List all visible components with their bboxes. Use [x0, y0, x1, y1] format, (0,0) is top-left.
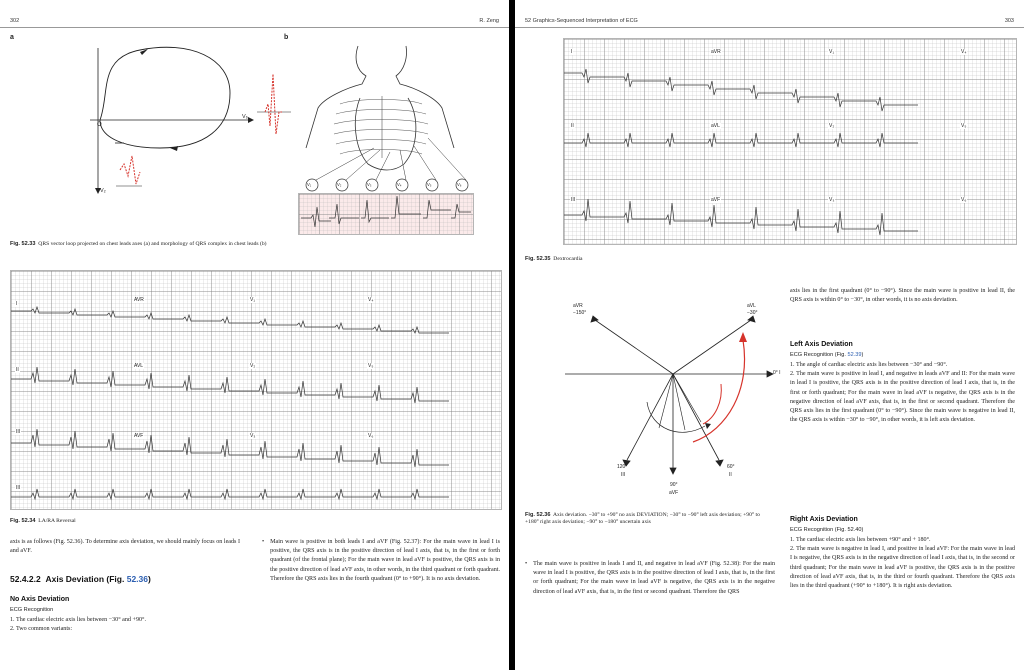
bullet-icon: • — [262, 539, 265, 545]
lead-avf-label: AVF — [134, 433, 144, 439]
lad-recognition-text: ECG Recognition (Fig. — [790, 352, 848, 358]
chest-lead-v2: V₂ — [337, 182, 342, 187]
lad-fig-link[interactable]: 52.39 — [847, 352, 862, 358]
lead-avl-label: aVL — [711, 123, 720, 129]
fig-52-36-label: Fig. 52.36 — [525, 512, 551, 518]
section-heading — [10, 574, 240, 584]
lead-avf-label: aVF — [711, 197, 721, 203]
ecg-la-ra-reversal — [10, 270, 502, 510]
list-item: 2. Two common variants: — [10, 626, 73, 633]
chest-lead-v3: V₃ — [367, 182, 372, 187]
lead-III-rhythm-label: III — [16, 485, 21, 491]
section-title-close: ) — [148, 574, 151, 584]
header-rule — [0, 27, 509, 28]
bullet-paragraph — [262, 538, 500, 584]
deg-60-label: 60° — [727, 464, 735, 470]
ecg-dextrocardia — [563, 38, 1017, 245]
running-head: R. Zeng — [479, 18, 499, 24]
list-item: 2. The main wave is positive in lead I, and negative in leads aVF and II: For the main wave in lead I is positive, the QRS axis is in the positive direction of lead I axis, that is, in the first or forth quadrant; For the main wave in lead aVF is negative, the QRS axis is in the negative direction of lead aVF axis, that is, in the first or second quadrant. Therefore the QRS axis lies in the first quadrant (0° to −90°). Since the main wave is negative in lead II, the QRS axis is within −30° to −90°, in other words, it is left axis deviation. — [790, 371, 1015, 424]
lead-II-label: II — [571, 123, 574, 129]
v6-axis-label: V₆ — [242, 114, 248, 120]
avr-degree: −150° — [573, 310, 587, 316]
vector-loop-diagram — [80, 38, 270, 228]
rad-ecg-recognition: ECG Recognition (Fig. 52.40) — [790, 527, 864, 533]
lead-v4-label: V₄ — [961, 49, 967, 55]
left-page — [0, 0, 509, 670]
lead-v6-label: V₆ — [368, 433, 374, 439]
panel-b-label: b — [284, 34, 289, 41]
lead-v4-label: V₄ — [368, 297, 374, 303]
avf-axis-label: aVF — [669, 490, 679, 496]
fig-52-34-caption — [10, 518, 500, 524]
lead-v3-label: V₃ — [250, 433, 256, 439]
ecg-traces — [11, 271, 501, 509]
section-title: Axis Deviation (Fig. — [45, 574, 127, 584]
lead-ii-axis-label: II — [729, 472, 732, 478]
header-rule — [515, 27, 1024, 28]
continued-paragraph: axis lies in the first quadrant (0° to −90°). Since the main wave is positive in lead II, the QRS axis is within 0° to −30°, in other words, it is no axis deviation. — [790, 288, 1015, 304]
bullet-paragraph — [525, 560, 775, 597]
deg-90-label: 90° — [670, 482, 678, 488]
fig-52-36-caption — [525, 512, 775, 526]
lead-v3-label: V₃ — [829, 197, 835, 203]
ecg-recognition-label: ECG Recognition — [10, 607, 54, 613]
rad-list — [790, 536, 1015, 591]
ecg-traces — [564, 39, 1016, 244]
chest-lead-v6: V₆ — [457, 182, 462, 187]
lead-v2-label: V₂ — [829, 123, 835, 129]
fig-52-35-caption — [525, 256, 1015, 262]
no-axis-deviation-heading: No Axis Deviation — [10, 596, 70, 603]
bullet-text: The main wave is positive in leads I and II, and negative in lead aVF (Fig. 52.38): For the main wave in lead I is positive, the QRS axis is in the positive direction of lead I axis, that is, in the first or forth quadrant; For the main wave in lead aVF is negative, the QRS axis is in the negative direction of lead aVF axis, that is, in the first or second quadrant. Therefore the QRS — [533, 561, 775, 595]
intro-paragraph: axis is as follows (Fig. 52.36). To determine axis deviation, we should mainly focus on leads I and aVF. — [10, 539, 240, 555]
lead-I-label: I — [571, 49, 573, 55]
lead-v6-label: V₆ — [961, 197, 967, 203]
section-fig-link[interactable]: 52.36 — [126, 574, 148, 584]
chest-lead-strips — [298, 193, 474, 235]
list-item: 2. The main wave is negative in lead I, and positive in lead aVF: For the main wave in lead I is negative, the QRS axis is in the negative direction of lead I axis, that is, in the second or third quadrant; For the main wave in lead aVF is positive, the QRS axis is in the positive direction of lead aVF axis, that is, in the third or fourth quadrant. Therefore the QRS axis lies in the third quadrant (+90° to +180°). It is right axis deviation. — [790, 546, 1015, 590]
v2-axis-label: V₂ — [100, 188, 106, 194]
fig-52-35-label: Fig. 52.35 — [525, 256, 551, 262]
lead-avl-label: AVL — [134, 363, 144, 369]
lead-III-label: III — [16, 429, 21, 435]
chest-lead-v4: V₄ — [397, 182, 402, 187]
list-item: 1. The cardiac electric axis lies between −30° and +90°. — [10, 617, 146, 623]
lead-II-label: II — [16, 367, 19, 373]
lead-v5-label: V₅ — [961, 123, 967, 129]
page-number: 303 — [1004, 18, 1014, 24]
right-axis-deviation-heading: Right Axis Deviation — [790, 516, 858, 523]
lead-I-label: I — [16, 301, 18, 307]
no-axis-list — [10, 616, 240, 634]
lead-v2-label: V₂ — [250, 363, 256, 369]
fig-52-33-text: QRS vector loop projected on chest leads axes (a) and morphology of QRS complex in chest leads (b) — [38, 241, 267, 247]
lead-avr-label: aVR — [711, 49, 721, 55]
fig-52-33-caption — [10, 241, 500, 247]
deg-120-label: 120° — [617, 464, 628, 470]
fig-52-35-text: Dextrocardia — [553, 256, 583, 262]
origin-label: O — [97, 122, 102, 128]
section-number: 52.4.2.2 — [10, 574, 41, 584]
avr-label: aVR — [573, 303, 583, 309]
chest-lead-v5: V₅ — [427, 182, 432, 187]
avl-label: aVL — [747, 303, 756, 309]
panel-a-label: a — [10, 34, 14, 41]
lead-III-label: III — [571, 197, 576, 203]
fig-52-33-label: Fig. 52.33 — [10, 241, 36, 247]
lad-list — [790, 361, 1015, 425]
lead-v5-label: V₅ — [368, 363, 374, 369]
lead-i-axis-label: 0° I — [773, 370, 781, 376]
fig-52-34-label: Fig. 52.34 — [10, 518, 36, 524]
chest-lead-v1: V₁ — [307, 182, 312, 187]
axis-deviation-diagram — [555, 290, 785, 500]
lead-avr-label: AVR — [134, 297, 144, 303]
lead-v1-label: V₁ — [250, 297, 256, 303]
lead-iii-axis-label: III — [621, 472, 626, 478]
list-item: 1. The cardiac electric axis lies between +90° and + 180°. — [790, 537, 931, 543]
fig-52-36-text: Axis deviation. −30° to +90° no axis DEVIATION; −30° to −90° left axis deviation; +90° to +180° right axis deviation; −90° to −180° uncertain axis — [525, 512, 760, 525]
list-item: 1. The angle of cardiac electric axis lies between −30° and −90°. — [790, 362, 948, 368]
right-page — [515, 0, 1024, 670]
lad-ecg-recognition: ECG Recognition (Fig. 52.39) — [790, 352, 864, 358]
qrs-complex-lead-v6 — [255, 50, 295, 140]
page-number: 302 — [10, 18, 20, 24]
bullet-icon: • — [525, 561, 528, 567]
fig-52-34-text: LA/RA Reversal — [38, 518, 76, 524]
bullet-text: Main wave is positive in both leads I and aVF (Fig. 52.37): For the main wave in lead I is positive, the QRS axis is in the positive direction of lead I axis, that is, in the first or forth quadrant (of the frontal plane); For the main wave in lead aVF is positive, the QRS axis is in the positive direction of lead aVF axis, in other words, in the third quadrant or forth quadrant. Therefore the QRS axis lies in the fourth quadrant (0° to +90°). It is no axis deviation. — [270, 539, 500, 582]
left-axis-deviation-heading: Left Axis Deviation — [790, 341, 853, 348]
lead-v1-label: V₁ — [829, 49, 835, 55]
running-head: 52 Graphics-Sequenced Interpretation of ECG — [525, 18, 638, 24]
avl-degree: −30° — [747, 310, 758, 316]
